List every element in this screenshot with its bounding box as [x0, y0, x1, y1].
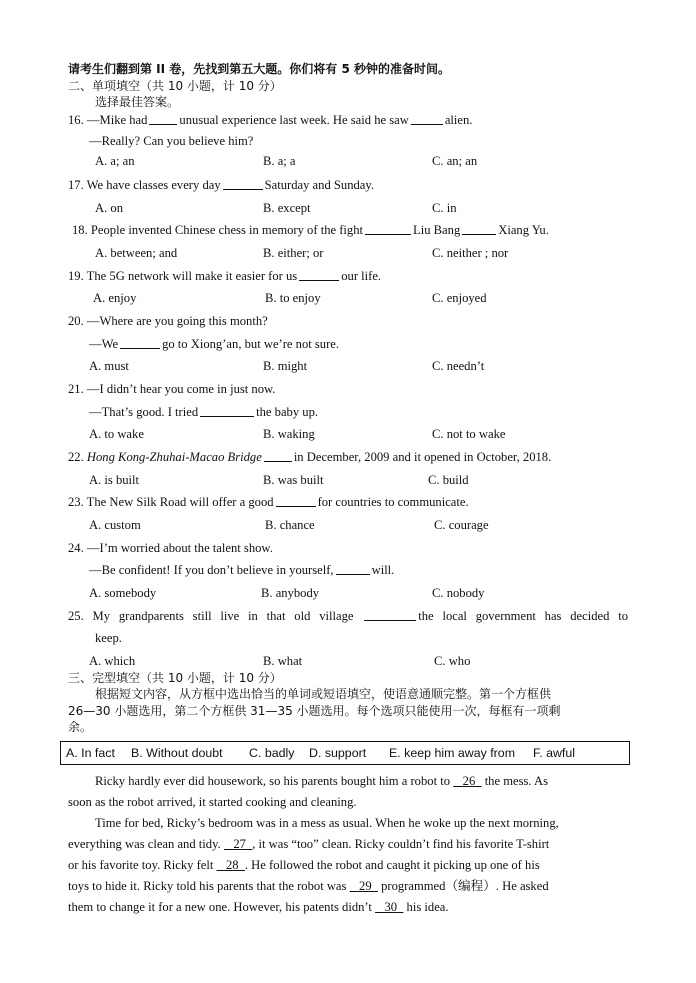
- answer-blank: [200, 404, 254, 417]
- blank-29: 29: [359, 879, 372, 893]
- option-21-c: C. not to wake: [432, 427, 506, 441]
- passage-line-3: Time for bed, Ricky’s bedroom was in a mess as usual. When he woke up the next morning,: [95, 816, 559, 830]
- answer-blank: [364, 608, 416, 621]
- exam-instruction: 请考生们翻到第 II 卷，先找到第五大题。你们将有 5 秒钟的准备时间。: [68, 62, 450, 76]
- question-16: 16. —Mike had unusual experience last week. He said he saw alien.: [68, 113, 473, 127]
- option-22-a: A. is built: [89, 473, 140, 487]
- option-24-b: B. anybody: [261, 586, 320, 600]
- option-25-b: B. what: [263, 654, 303, 668]
- option-23-c: C. courage: [434, 518, 489, 532]
- blank-28: 28: [225, 858, 239, 872]
- option-19-b: B. to enjoy: [265, 291, 321, 305]
- option-19-c: C. enjoyed: [432, 291, 487, 305]
- question-22: 22. Hong Kong-Zhuhai-Macao Bridge in December, 2009 and it opened in October, 2018.: [68, 450, 552, 464]
- answer-blank: [411, 112, 443, 125]
- question-18: 18. People invented Chinese chess in memory of the fight Liu Bang Xiang Yu.: [72, 223, 549, 237]
- section3-heading: 三、完型填空（共 10 小题，计 10 分）: [68, 671, 282, 685]
- question-21: 21. —I didn’t hear you come in just now.: [68, 382, 276, 396]
- question-20: 20. —Where are you going this month?: [68, 314, 268, 328]
- answer-blank: [276, 494, 316, 507]
- option-18-a: A. between; and: [95, 246, 178, 260]
- word-bank-box: [60, 741, 630, 765]
- option-20-b: B. might: [263, 359, 308, 373]
- blank-27: 27: [233, 837, 246, 851]
- answer-blank: [120, 336, 160, 349]
- section2-heading: 二、单项填空（共 10 小题，计 10 分）: [68, 79, 282, 93]
- blank-30: 30: [384, 900, 398, 914]
- question-24: 24. —I’m worried about the talent show.: [68, 541, 273, 555]
- question-25: 25. My grandparents still live in that old village the local government has decided to: [68, 609, 628, 623]
- option-19-a: A. enjoy: [93, 291, 137, 305]
- word-bank-option-d: D. support: [309, 746, 367, 760]
- option-24-c: C. nobody: [432, 586, 485, 600]
- section3-instruction-line1: 根据短文内容，从方框中选出恰当的单词或短语填空，使语意通顺完整。第一个方框供: [95, 687, 552, 701]
- question-20-line2: —We go to Xiong’an, but we’re not sure.: [89, 337, 340, 351]
- option-17-a: A. on: [95, 201, 123, 215]
- word-bank-option-a: A. In fact: [66, 746, 115, 760]
- option-22-c: C. build: [428, 473, 469, 487]
- word-bank-option-f: F. awful: [533, 746, 576, 760]
- question-25-line2: keep.: [95, 631, 122, 645]
- option-21-b: B. waking: [263, 427, 315, 441]
- section3-instruction-line2: 26—30 小题选用，第二个方框供 31—35 小题选用。每个选项只能使用一次，每框有一项剩: [68, 704, 561, 718]
- option-25-c: C. who: [434, 654, 471, 668]
- option-18-b: B. either; or: [263, 246, 324, 260]
- option-16-b: B. a; a: [263, 154, 296, 168]
- answer-blank: [336, 562, 370, 575]
- answer-blank: [149, 112, 177, 125]
- option-16-a: A. a; an: [95, 154, 135, 168]
- word-bank-option-e: E. keep him away from: [389, 746, 516, 760]
- option-17-c: C. in: [432, 201, 457, 215]
- word-bank-option-c: C. badly: [249, 746, 295, 760]
- passage-line-4: everything was clean and tidy. 27 , it was “too” clean. Ricky couldn’t find his favorite T-shirt: [68, 837, 550, 851]
- option-20-c: C. needn’t: [432, 359, 485, 373]
- option-23-a: A. custom: [89, 518, 141, 532]
- question-19: 19. The 5G network will make it easier for us our life.: [68, 269, 382, 283]
- option-17-b: B. except: [263, 201, 311, 215]
- answer-blank: [462, 222, 496, 235]
- option-24-a: A. somebody: [89, 586, 157, 600]
- blank-26: 26: [462, 774, 476, 788]
- answer-blank: [264, 449, 292, 462]
- option-25-a: A. which: [89, 654, 136, 668]
- passage-line-1: Ricky hardly ever did housework, so his parents bought him a robot to 26 the mess. As: [95, 774, 549, 788]
- question-23: 23. The New Silk Road will offer a good for countries to communicate.: [68, 495, 469, 509]
- option-23-b: B. chance: [265, 518, 315, 532]
- word-bank-option-b: B. Without doubt: [131, 746, 223, 760]
- passage-line-7: them to change it for a new one. However, his patents didn’t 30 his idea.: [68, 900, 449, 914]
- passage-line-2: soon as the robot arrived, it started cooking and cleaning.: [68, 795, 357, 809]
- section2-subheading: 选择最佳答案。: [95, 95, 180, 109]
- section3-instruction-line3: 余。: [68, 720, 93, 734]
- option-20-a: A. must: [89, 359, 129, 373]
- question-17: 17. We have classes every day Saturday and Sunday.: [68, 178, 374, 192]
- answer-blank: [299, 268, 339, 281]
- option-22-b: B. was built: [263, 473, 324, 487]
- passage-line-5: or his favorite toy. Ricky felt 28 . He followed the robot and caught it picking up one of his: [68, 858, 540, 872]
- question-21-line2: —That’s good. I tried the baby up.: [89, 405, 319, 419]
- answer-blank: [223, 177, 263, 190]
- option-16-c: C. an; an: [432, 154, 478, 168]
- option-21-a: A. to wake: [89, 427, 144, 441]
- passage-line-6: toys to hide it. Ricky told his parents that the robot was 29 programmed（编程）. He asked: [68, 879, 549, 893]
- question-24-line2: —Be confident! If you don’t believe in yourself, will.: [89, 563, 395, 577]
- answer-blank: [365, 222, 411, 235]
- option-18-c: C. neither ; nor: [432, 246, 509, 260]
- question-16-line2: —Really? Can you believe him?: [89, 134, 254, 148]
